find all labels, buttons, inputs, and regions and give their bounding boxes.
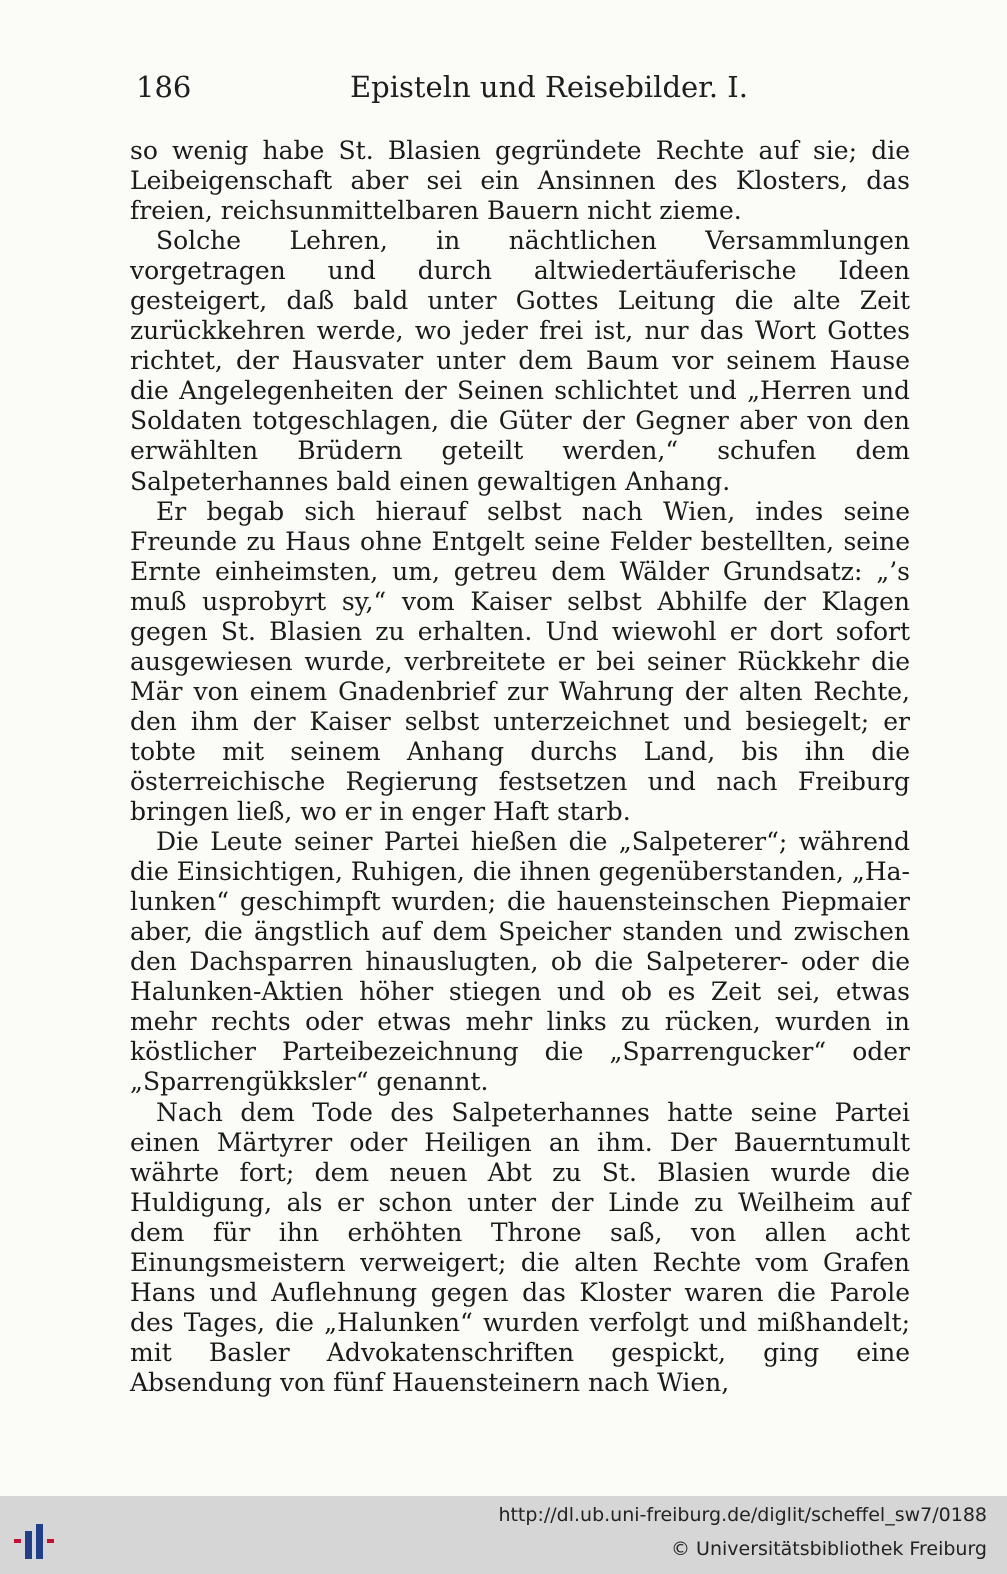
permalink-url[interactable]: http://dl.ub.uni-freiburg.de/diglit/scheffel_sw7/0188 (498, 1504, 987, 1526)
paragraph-3: Er begab sich hierauf selbst nach Wien, indes seine Freunde zu Haus ohne Entgelt seine Felder bestellten, seine Ernte einheimsten, um, getreu dem Wälder Grundsatz: „’s muß usprobyrt sy,“ vom Kaiser selbst Abhilfe der Klagen gegen St. Blasien zu erhalten. Und wiewohl er dort sofort ausgewiesen wurde, verbreitete er bei seiner Rückkehr die Mär von einem Gnadenbrief zur Wahrung der alten Rechte, den ihm der Kaiser selbst unterzeichnet und besiegelt; er tobte mit seinem Anhang durchs Land, bis ihn die österreichische Regierung festsetzen und nach Freiburg bringen ließ, wo er in enger Haft starb. (130, 496, 910, 827)
running-title: Episteln und Reisebilder. I. (350, 70, 748, 104)
paragraph-1: so wenig habe St. Blasien gegründete Rechte auf sie; die Leibeigenschaft aber sei ein Ansinnen des Klosters, das freien, reichsunmittelbaren Bauern nicht zieme. (130, 136, 910, 226)
paragraph-4: Die Leute seiner Partei hießen die „Salpeterer“; während die Einsichtigen, Ruhigen, die ihnen gegenüberstanden, „Halunken“ geschimpft wurden; die hauensteinschen Piepmaier aber, die ängstlich auf dem Speicher standen und zwischen den Dachsparren hinauslugten, ob die Salpeterer- oder die Halunken-Aktien höher stiegen und ob es Zeit sei, etwas mehr rechts oder etwas mehr links zu rücken, wurden in köstlicher Parteibezeichnung die „Sparrengucker“ oder „Sparrengükksler“ genannt. (130, 827, 910, 1097)
copyright-notice: © Universitätsbibliothek Freiburg (671, 1538, 987, 1560)
paragraph-5: Nach dem Tode des Salpeterhannes hatte seine Partei einen Märtyrer oder Heiligen an ihm. Der Bauerntumult währte fort; dem neuen Abt zu St. Blasien wurde die Huldigung, als er schon unter der Linde zu Weilheim auf dem für ihn erhöhten Throne saß, von allen acht Einungsmeistern verweigert; die alten Rechte vom Grafen Hans und Auflehnung gegen das Kloster waren die Parole des Tages, die „Halunken“ wurden verfolgt und mißhandelt; mit Basler Advokatenschriften gespickt, ging eine Absendung von fünf Hauensteinern nach Wien, (130, 1097, 910, 1397)
library-logo-icon (12, 1522, 72, 1562)
running-head (128, 70, 910, 110)
viewer-footer (0, 1496, 1007, 1574)
page-number: 186 (136, 70, 192, 104)
body-text (130, 136, 910, 1398)
paragraph-2: Solche Lehren, in nächtlichen Versammlungen vorgetragen und durch altwiedertäuferische Ideen gesteigert, daß bald unter Gottes Leitung die alte Zeit zurückkehren werde, wo jeder frei ist, nur das Wort Gottes richtet, der Hausvater unter dem Baum vor seinem Hause die Angelegenheiten der Seinen schlichtet und „Herren und Soldaten totgeschlagen, die Güter der Gegner aber von den erwählten Brüdern geteilt werden,“ schufen dem Salpeterhannes bald einen gewaltigen Anhang. (130, 226, 910, 496)
